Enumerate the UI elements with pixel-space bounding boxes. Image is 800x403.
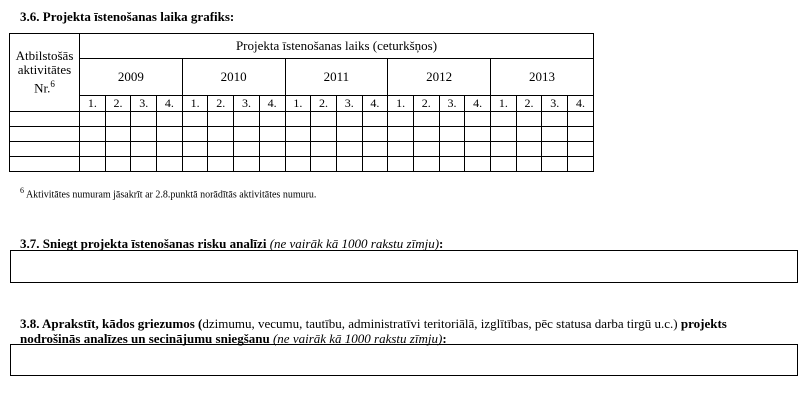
quarter-cell[interactable]: [491, 142, 517, 157]
year-header: 2009: [80, 59, 183, 96]
quarter-cell[interactable]: [105, 112, 131, 127]
section-3-8-title-note: (ne vairāk kā 1000 rakstu zīmju): [272, 331, 443, 346]
year-header: 2011: [285, 59, 388, 96]
quarter-cell[interactable]: [105, 157, 131, 172]
quarter-cell[interactable]: [259, 127, 285, 142]
quarter-cell[interactable]: [182, 112, 208, 127]
quarter-cell[interactable]: [285, 157, 311, 172]
quarter-header: 2.: [311, 96, 337, 112]
breakdown-analysis-input-box[interactable]: [10, 344, 798, 376]
quarter-cell[interactable]: [413, 112, 439, 127]
section-3-7-title-bold: 3.7. Sniegt projekta īstenošanas risku analīzi: [20, 236, 267, 251]
quarter-cell[interactable]: [516, 157, 542, 172]
table-row: [10, 127, 594, 142]
activity-number-cell[interactable]: [10, 142, 80, 157]
quarter-cell[interactable]: [80, 127, 106, 142]
quarter-cell[interactable]: [542, 112, 568, 127]
footnote-number: 6: [20, 186, 24, 195]
year-header: 2012: [388, 59, 491, 96]
quarter-cell[interactable]: [568, 157, 594, 172]
quarter-cell[interactable]: [157, 112, 183, 127]
schedule-table: [9, 33, 594, 172]
footnote: [20, 186, 316, 200]
quarter-cell[interactable]: [131, 127, 157, 142]
quarter-header: 3.: [439, 96, 465, 112]
section-3-8-title: [20, 316, 790, 346]
quarter-cell[interactable]: [234, 127, 260, 142]
quarter-cell[interactable]: [285, 112, 311, 127]
risk-analysis-input-box[interactable]: [10, 250, 798, 283]
quarter-cell[interactable]: [336, 157, 362, 172]
timeline-header: Projekta īstenošanas laiks (ceturkšņos): [80, 34, 594, 59]
quarter-cell[interactable]: [362, 142, 388, 157]
quarter-cell[interactable]: [182, 127, 208, 142]
quarter-cell[interactable]: [259, 157, 285, 172]
quarter-cell[interactable]: [568, 142, 594, 157]
quarter-cell[interactable]: [105, 142, 131, 157]
activity-number-cell[interactable]: [10, 127, 80, 142]
quarter-cell[interactable]: [285, 127, 311, 142]
quarter-cell[interactable]: [362, 127, 388, 142]
quarter-cell[interactable]: [311, 142, 337, 157]
quarter-cell[interactable]: [465, 127, 491, 142]
quarter-cell[interactable]: [157, 127, 183, 142]
quarter-cell[interactable]: [516, 142, 542, 157]
quarter-cell[interactable]: [568, 127, 594, 142]
quarter-cell[interactable]: [259, 112, 285, 127]
quarter-cell[interactable]: [182, 142, 208, 157]
activity-number-footnote-ref: 6: [50, 79, 55, 90]
quarter-cell[interactable]: [311, 127, 337, 142]
quarter-cell[interactable]: [439, 127, 465, 142]
quarter-cell[interactable]: [234, 142, 260, 157]
quarter-cell[interactable]: [413, 127, 439, 142]
quarter-cell[interactable]: [362, 157, 388, 172]
quarter-header: 2.: [516, 96, 542, 112]
quarter-cell[interactable]: [413, 142, 439, 157]
quarter-cell[interactable]: [208, 127, 234, 142]
quarter-cell[interactable]: [80, 142, 106, 157]
quarter-cell[interactable]: [465, 157, 491, 172]
quarter-header: 1.: [388, 96, 414, 112]
quarter-cell[interactable]: [131, 112, 157, 127]
quarter-header: 4.: [362, 96, 388, 112]
quarter-cell[interactable]: [105, 127, 131, 142]
quarter-cell[interactable]: [465, 112, 491, 127]
quarter-cell[interactable]: [80, 157, 106, 172]
quarter-header: 4.: [465, 96, 491, 112]
quarter-cell[interactable]: [157, 157, 183, 172]
quarter-cell[interactable]: [311, 157, 337, 172]
quarter-header: 3.: [336, 96, 362, 112]
quarter-cell[interactable]: [439, 142, 465, 157]
year-header-row: [10, 59, 594, 96]
year-header: 2013: [491, 59, 594, 96]
quarter-cell[interactable]: [388, 157, 414, 172]
quarter-header: 1.: [80, 96, 106, 112]
quarter-header: 1.: [285, 96, 311, 112]
section-3-7-title: [20, 236, 443, 251]
quarter-cell[interactable]: [516, 127, 542, 142]
quarter-cell[interactable]: [388, 112, 414, 127]
quarter-header: 4.: [157, 96, 183, 112]
quarter-cell[interactable]: [259, 142, 285, 157]
quarter-header: 3.: [542, 96, 568, 112]
quarter-cell[interactable]: [80, 112, 106, 127]
section-3-8-title-bold-2: projekts nodrošinās analīzes un secinājumu sniegšanu: [20, 316, 727, 346]
quarter-cell[interactable]: [157, 142, 183, 157]
quarter-cell[interactable]: [285, 142, 311, 157]
quarter-cell[interactable]: [336, 127, 362, 142]
quarter-cell[interactable]: [542, 142, 568, 157]
activity-number-cell[interactable]: [10, 112, 80, 127]
quarter-cell[interactable]: [388, 127, 414, 142]
quarter-cell[interactable]: [182, 157, 208, 172]
activity-number-header-text: Atbilstošās aktivitātes Nr.: [15, 48, 74, 96]
quarter-header: 1.: [491, 96, 517, 112]
quarter-cell[interactable]: [208, 142, 234, 157]
quarter-cell[interactable]: [234, 112, 260, 127]
table-header-row: [10, 34, 594, 59]
section-3-7-title-colon: :: [439, 236, 444, 251]
section-3-6-title: 3.6. Projekta īstenošanas laika grafiks:: [20, 9, 235, 24]
quarter-cell[interactable]: [388, 142, 414, 157]
section-3-8-title-bold-1: 3.8. Aprakstīt, kādos griezumos (: [20, 316, 203, 331]
quarter-cell[interactable]: [336, 112, 362, 127]
activity-number-cell[interactable]: [10, 157, 80, 172]
quarter-cell[interactable]: [491, 112, 517, 127]
activity-number-header: [10, 34, 80, 112]
section-3-8-title-plain: dzimumu, vecumu, tautību, administratīvi teritoriālā, izglītības, pēc statusa darba tirgū u.c.): [202, 316, 678, 331]
quarter-header-row: [10, 96, 594, 112]
quarter-cell[interactable]: [491, 157, 517, 172]
table-row: [10, 112, 594, 127]
section-3-8-title-colon: :: [442, 331, 447, 346]
quarter-cell[interactable]: [336, 142, 362, 157]
quarter-header: 2.: [105, 96, 131, 112]
quarter-header: 3.: [234, 96, 260, 112]
quarter-cell[interactable]: [234, 157, 260, 172]
quarter-cell[interactable]: [131, 157, 157, 172]
quarter-cell[interactable]: [568, 112, 594, 127]
quarter-cell[interactable]: [208, 112, 234, 127]
quarter-cell[interactable]: [362, 112, 388, 127]
quarter-cell[interactable]: [439, 157, 465, 172]
quarter-cell[interactable]: [311, 112, 337, 127]
quarter-cell[interactable]: [491, 127, 517, 142]
quarter-header: 2.: [413, 96, 439, 112]
quarter-cell[interactable]: [542, 127, 568, 142]
quarter-header: 1.: [182, 96, 208, 112]
year-header: 2010: [182, 59, 285, 96]
quarter-cell[interactable]: [413, 157, 439, 172]
table-row: [10, 157, 594, 172]
quarter-cell[interactable]: [542, 157, 568, 172]
quarter-cell[interactable]: [131, 142, 157, 157]
quarter-cell[interactable]: [439, 112, 465, 127]
section-3-7-title-note: (ne vairāk kā 1000 rakstu zīmju): [269, 236, 440, 251]
quarter-header: 4.: [259, 96, 285, 112]
quarter-header: 2.: [208, 96, 234, 112]
quarter-cell[interactable]: [208, 157, 234, 172]
quarter-header: 3.: [131, 96, 157, 112]
footnote-text: Aktivitātes numuram jāsakrīt ar 2.8.punktā norādītās aktivitātes numuru.: [24, 189, 317, 201]
quarter-header: 4.: [568, 96, 594, 112]
table-row: [10, 142, 594, 157]
quarter-cell[interactable]: [465, 142, 491, 157]
quarter-cell[interactable]: [516, 112, 542, 127]
